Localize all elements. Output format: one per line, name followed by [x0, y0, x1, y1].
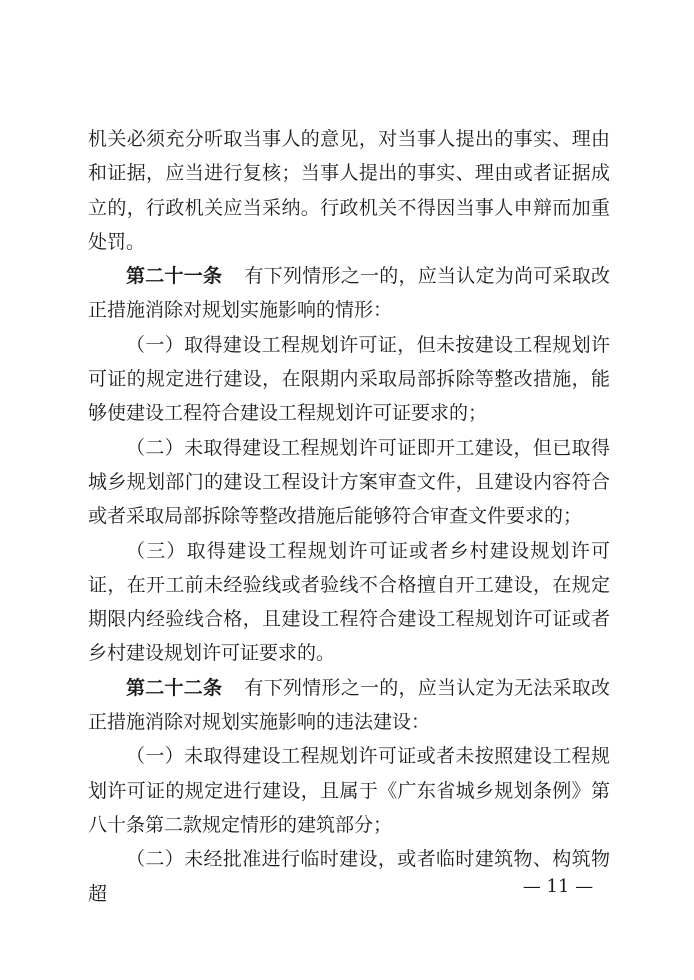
article-title: 第二十二条 [126, 676, 223, 699]
paragraph-text: （二）未取得建设工程规划许可证即开工建设，但已取得城乡规划部门的建设工程设计方案审查文件，且建设内容符合或者采取局部拆除等整改措施后能够符合审查文件要求的； [88, 436, 610, 528]
paragraph-text: （三）取得建设工程规划许可证或者乡村建设规划许可证，在开工前未经验线或者验线不合格擅自开工建设，在规定期限内经验线合格，且建设工程符合建设工程规划许可证或者乡村建设规划许可证要求的。 [88, 539, 610, 665]
paragraph-article-22 [88, 671, 610, 740]
paragraph-text: （一）未取得建设工程规划许可证或者未按照建设工程规划许可证的规定进行建设，且属于《广东省城乡规划条例》第八十条第二款规定情形的建筑部分； [88, 745, 610, 836]
paragraph-continuation [88, 122, 610, 259]
paragraph-item [88, 534, 610, 671]
paragraph-text: 有下列情形之一的，应当认定为尚可采取改正措施消除对规划实施影响的情形： [88, 265, 610, 322]
paragraph-item [88, 739, 610, 842]
paragraph-text: （一）取得建设工程规划许可证，但未按建设工程规划许可证的规定进行建设，在限期内采取局部拆除等整改措施，能够使建设工程符合建设工程规划许可证要求的； [88, 333, 610, 425]
paragraph-text: （二）未经批准进行临时建设，或者临时建筑物、构筑物超 [88, 848, 610, 905]
body-text [88, 122, 610, 911]
article-title: 第二十一条 [126, 265, 223, 288]
paragraph-item [88, 431, 610, 534]
paragraph-text: 机关必须充分听取当事人的意见，对当事人提出的事实、理由和证据，应当进行复核；当事人提出的事实、理由或者证据成立的，行政机关应当采纳。行政机关不得因当事人申辩而加重处罚。 [88, 128, 610, 253]
paragraph-article-21 [88, 259, 610, 328]
page-number: — 11 — [522, 876, 594, 897]
paragraph-item [88, 328, 610, 431]
paragraph-text: 有下列情形之一的，应当认定为无法采取改正措施消除对规划实施影响的违法建设： [88, 676, 610, 734]
